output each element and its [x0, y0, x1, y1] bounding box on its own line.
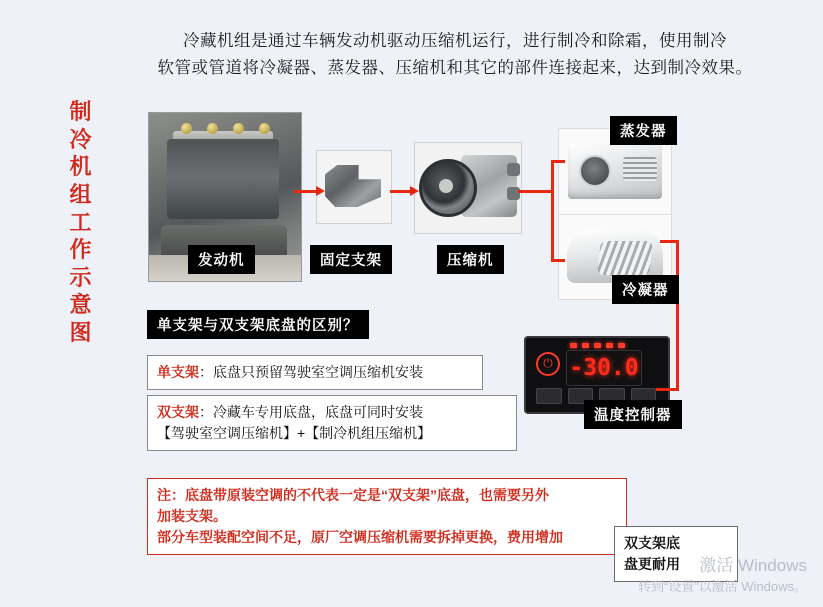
- durability-line-1: 双支架底: [624, 535, 680, 551]
- note-line-2: 加装支架。: [157, 508, 227, 524]
- durability-callout: [614, 526, 738, 582]
- label-temperature-controller: 温度控制器: [584, 400, 682, 429]
- note-box: [147, 478, 627, 555]
- vertical-title-char-2: 机: [69, 154, 93, 180]
- label-bracket: 固定支架: [310, 245, 392, 274]
- bracket-photo: [316, 150, 392, 224]
- vertical-title-char-3: 组: [69, 181, 93, 207]
- engine-bolt-icon: [181, 123, 192, 134]
- label-compressor: 压缩机: [437, 245, 504, 274]
- vertical-title-char-6: 示: [69, 264, 93, 290]
- intro-line-1: 冷藏机组是通过车辆发动机驱动压缩机运行，进行制冷和除霜，使用制冷: [183, 32, 727, 50]
- evaporator-fan-icon: [579, 155, 611, 187]
- durability-line-2: 盘更耐用: [624, 556, 680, 572]
- connector-arrow-icon: [410, 186, 419, 196]
- note-line-1: 注：底盘带原装空调的不代表一定是“双支架”底盘，也需要另外: [157, 487, 549, 503]
- label-evaporator: 蒸发器: [610, 116, 677, 145]
- single-bracket-text: ：底盘只预留驾驶室空调压缩机安装: [199, 364, 423, 380]
- compressor-photo: [414, 142, 522, 234]
- double-bracket-description: [147, 395, 517, 451]
- evaporator-grill: [623, 157, 657, 181]
- watermark-title: 激活 Windows: [699, 555, 807, 575]
- vertical-title-char-1: 冷: [69, 126, 93, 152]
- vertical-title-char-0: 制: [69, 99, 93, 124]
- compressor-pulley: [419, 159, 477, 217]
- double-bracket-term: 双支架: [157, 404, 199, 420]
- compressor-port: [507, 163, 520, 176]
- vertical-title: [58, 100, 104, 430]
- vertical-title-char-8: 图: [69, 320, 93, 345]
- label-engine: 发动机: [188, 245, 255, 274]
- engine-bolt-icon: [233, 123, 244, 134]
- connector-trunk-condenser: [551, 259, 565, 262]
- status-led: [606, 343, 613, 348]
- connector-arrow-icon: [316, 186, 325, 196]
- connector-engine-bracket: [294, 190, 318, 193]
- engine-bolt-icon: [259, 123, 270, 134]
- note-line-3: 部分车型装配空间不足，原厂空调压缩机需要拆掉更换，费用增加: [157, 529, 563, 545]
- double-bracket-text-line2: 【驾驶室空调压缩机】+【制冷机组压缩机】: [157, 425, 432, 441]
- connector-trunk-vertical: [551, 160, 554, 262]
- condenser-vents: [597, 241, 653, 275]
- single-bracket-term: 单支架: [157, 364, 199, 380]
- power-icon[interactable]: ⏻: [536, 352, 560, 376]
- vertical-title-char-7: 意: [69, 292, 93, 318]
- intro-line-2: 软管或管道将冷凝器、蒸发器、压缩机和其它的部件连接起来，达到制冷效果。: [157, 59, 753, 78]
- connector-condenser-branch: [660, 240, 679, 243]
- compressor-port: [507, 187, 520, 200]
- label-question: 单支架与双支架底盘的区别？: [147, 310, 369, 339]
- double-bracket-text: ：冷藏车专用底盘，底盘可同时安装: [199, 404, 423, 420]
- status-led-row: [570, 342, 636, 349]
- vertical-title-char-4: 工: [69, 209, 93, 235]
- vertical-title-char-5: 作: [69, 237, 93, 263]
- status-led: [570, 343, 577, 348]
- connector-compressor-trunk: [518, 190, 554, 193]
- intro-paragraph: [120, 28, 790, 82]
- engine-bolt-icon: [207, 123, 218, 134]
- connector-controller-branch: [656, 388, 679, 391]
- label-condenser: 冷凝器: [612, 275, 679, 304]
- bracket-part: [325, 165, 381, 207]
- connector-condenser-controller: [676, 240, 679, 390]
- status-led: [594, 343, 601, 348]
- status-led: [618, 343, 625, 348]
- engine-block: [167, 139, 279, 219]
- controller-button[interactable]: [536, 388, 562, 404]
- watermark-subtitle: 转到“设置”以激活 Windows。: [637, 579, 807, 595]
- single-bracket-description: [147, 355, 483, 390]
- controller-display: -30.0: [566, 350, 642, 386]
- status-led: [582, 343, 589, 348]
- connector-trunk-evaporator: [551, 160, 565, 163]
